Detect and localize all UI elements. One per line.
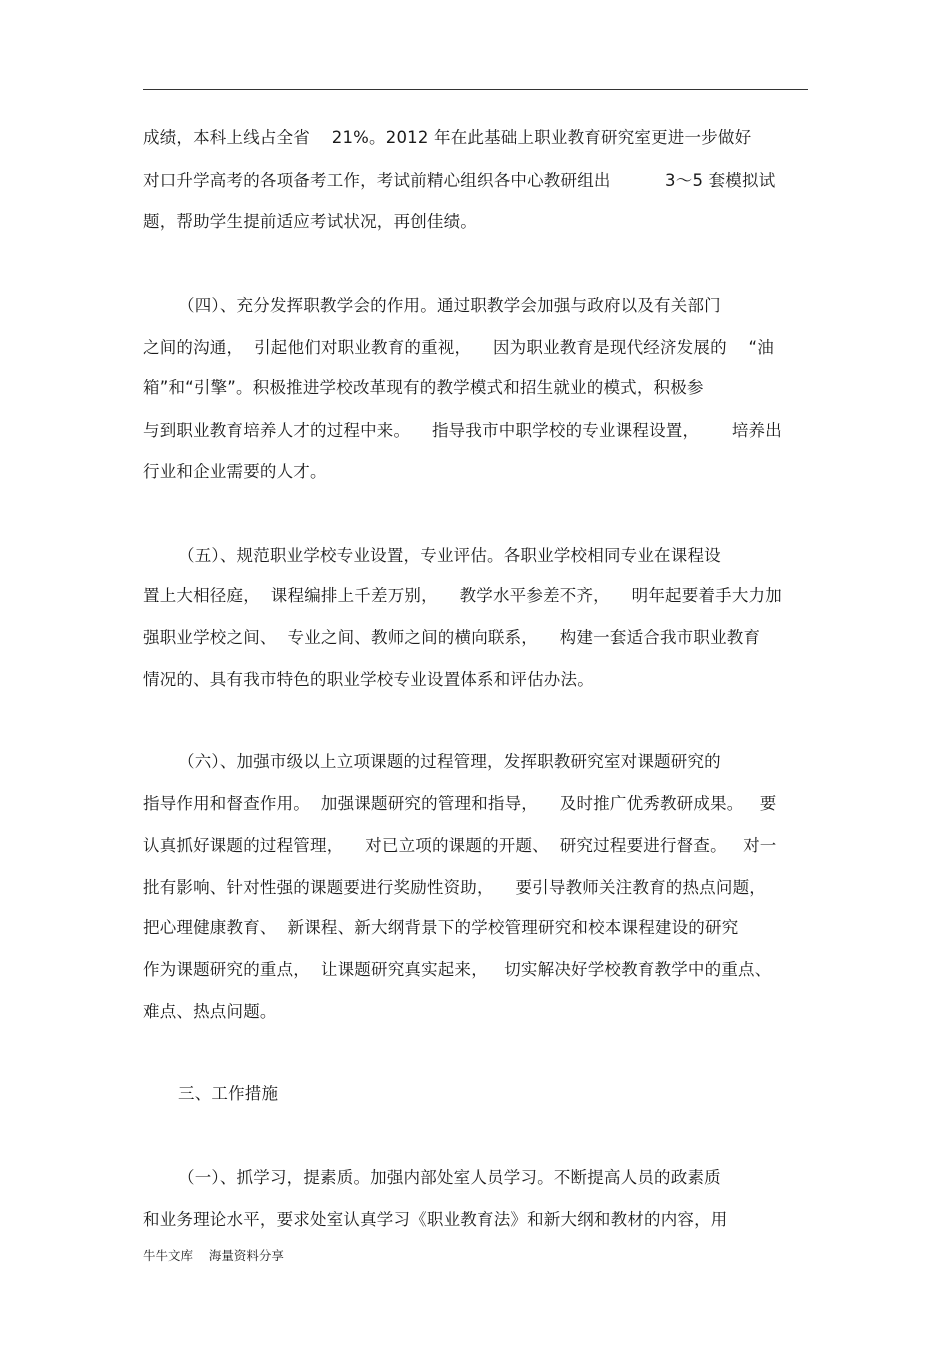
text-line: 与到职业教育培养人才的过程中来。 指导我市中职学校的专业课程设置， 培养出 xyxy=(143,421,782,440)
text-line: 之间的沟通， 引起他们对职业教育的重视， 因为职业教育是现代经济发展的 “油 xyxy=(143,338,774,357)
text-line: 批有影响、针对性强的课题要进行奖励性资助， 要引导教师关注教育的热点问题， xyxy=(143,878,766,897)
text-line: 对口升学高考的各项备考工作，考试前精心组织各中心教研组出 3～5 套模拟试 xyxy=(143,171,776,190)
text-line: （五）、规范职业学校专业设置，专业评估。各职业学校相同专业在课程设 xyxy=(178,546,721,565)
text-line: 置上大相径庭， 课程编排上千差万别， 教学水平参差不齐， 明年起要着手大力加 xyxy=(143,586,782,605)
text-line: 题，帮助学生提前适应考试状况，再创佳绩。 xyxy=(143,212,477,231)
text-line: 认真抓好课题的过程管理， 对已立项的课题的开题、 研究过程要进行督查。 对一 xyxy=(143,836,777,855)
text-line: 作为课题研究的重点， 让课题研究真实起来， 切实解决好学校教育教学中的重点、 xyxy=(143,960,772,979)
text-line: （六）、加强市级以上立项课题的过程管理，发挥职教研究室对课题研究的 xyxy=(178,752,721,771)
header-rule xyxy=(143,89,808,90)
text-line: 成绩，本科上线占全省 21%。2012 年在此基础上职业教育研究室更进一步做好 xyxy=(143,128,752,147)
page-footer: 牛牛文库 海量资料分享 xyxy=(143,1248,284,1263)
text-line: （四）、充分发挥职教学会的作用。通过职教学会加强与政府以及有关部门 xyxy=(178,296,721,315)
text-line: 和业务理论水平，要求处室认真学习《职业教育法》和新大纲和教材的内容，用 xyxy=(143,1210,728,1229)
text-line: 难点、热点问题。 xyxy=(143,1002,277,1021)
text-line: 指导作用和督查作用。 加强课题研究的管理和指导， 及时推广优秀教研成果。 要 xyxy=(143,794,777,813)
text-line: （一）、抓学习，提素质。加强内部处室人员学习。不断提高人员的政素质 xyxy=(178,1168,721,1187)
text-line: 箱”和“引擎”。积极推进学校改革现有的教学模式和招生就业的模式，积极参 xyxy=(143,378,704,397)
text-line: 把心理健康教育、 新课程、新大纲背景下的学校管理研究和校本课程建设的研究 xyxy=(143,918,739,937)
text-line: 强职业学校之间、 专业之间、教师之间的横向联系， 构建一套适合我市职业教育 xyxy=(143,628,761,647)
text-line: 情况的、具有我市特色的职业学校专业设置体系和评估办法。 xyxy=(143,670,594,689)
text-line: 行业和企业需要的人才。 xyxy=(143,462,327,481)
section-heading: 三、工作措施 xyxy=(178,1084,279,1103)
